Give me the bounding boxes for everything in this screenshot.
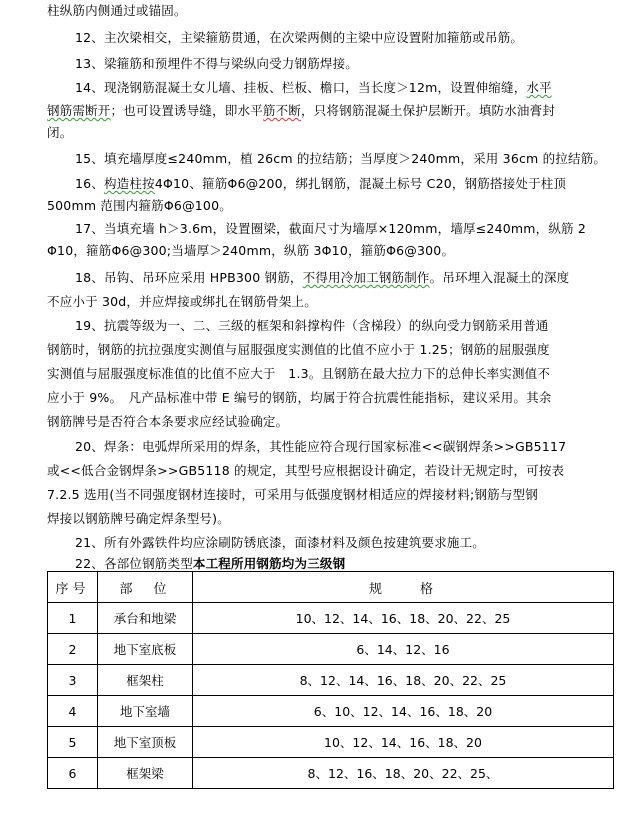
paragraph-13: 13、梁箍筋和预埋件不得与梁纵向受力钢筋焊接。 xyxy=(75,56,359,71)
paragraph-16-line-1: 16、构造柱按4Φ10、箍筋Φ6@200，绑扎钢筋，混凝土标号 C20，钢筋搭接处于柱顶 xyxy=(75,176,567,191)
table-row xyxy=(48,696,614,727)
paragraph-18-line-1: 18、吊钩、吊环应采用 HPB300 钢筋，不得用冷加工钢筋制作。吊环埋入混凝土的深度 xyxy=(75,270,570,285)
cell-spec: 10、12、14、16、18、20 xyxy=(193,727,614,758)
paragraph-19-line-5: 钢筋牌号是否符合本条要求应经试验确定。 xyxy=(47,414,289,429)
header-part: 部 位 xyxy=(98,572,193,603)
paragraph-16-line-2: 500mm 范围内箍筋Φ6@100。 xyxy=(47,198,232,213)
cell-no: 4 xyxy=(48,696,98,727)
cell-no: 5 xyxy=(48,727,98,758)
table-row xyxy=(48,727,614,758)
paragraph-19-line-2: 钢筋时，钢筋的抗拉强度实测值与屈服强度实测值的比值不应小于 1.25；钢筋的屈服强度 xyxy=(47,342,550,357)
paragraph-19-line-1: 19、抗震等级为一、二、三级的框架和斜撑构件（含梯段）的纵向受力钢筋采用普通 xyxy=(75,318,549,333)
paragraph-17-line-2: Φ10，箍筋Φ6@300;当墙厚＞240mm，纵筋 3Φ10，箍筋Φ6@300。 xyxy=(47,243,455,258)
paragraph-14-line-3: 闭。 xyxy=(47,125,73,140)
paragraph-19-line-3: 实测值与屈服强度标准值的比值不应大于 1.3。且钢筋在最大拉力下的总伸长率实测值不 xyxy=(47,366,551,381)
paragraph-14-line-2: 钢筋需断开；也可设置诱导缝，即水平筋不断，只将钢筋混凝土保护层断开。填防水油膏封 xyxy=(47,103,556,118)
rebar-spec-table xyxy=(47,571,614,789)
paragraph-15: 15、填充墙厚度≤240mm，植 26cm 的拉结筋；当厚度＞240mm，采用 36cm 的拉结筋。 xyxy=(75,151,607,166)
cell-part: 地下室墙 xyxy=(98,696,193,727)
header-no: 序号 xyxy=(48,572,98,603)
paragraph-17-line-1: 17、当填充墙 h＞3.6m，设置圈梁，截面尺寸为墙厚×120mm，墙厚≤240mm，纵筋 2 xyxy=(75,221,587,236)
cell-part: 地下室顶板 xyxy=(98,727,193,758)
paragraph-14-line-1: 14、现浇钢筋混凝土女儿墙、挂板、栏板、檐口，当长度＞12m，设置伸缩缝，水平 xyxy=(75,80,552,95)
cell-no: 6 xyxy=(48,758,98,789)
cell-no: 2 xyxy=(48,634,98,665)
cell-no: 3 xyxy=(48,665,98,696)
cell-spec: 6、10、12、14、16、18、20 xyxy=(193,696,614,727)
cell-spec: 10、12、14、16、18、20、22、25 xyxy=(193,603,614,634)
paragraph-20-line-4: 焊接以钢筋牌号确定焊条型号)。 xyxy=(47,511,230,526)
cell-spec: 6、14、12、16 xyxy=(193,634,614,665)
cell-part: 承台和地梁 xyxy=(98,603,193,634)
paragraph-20-line-1: 20、焊条：电弧焊所采用的焊条，其性能应符合现行国家标准<<碳钢焊条>>GB5117 xyxy=(75,439,567,454)
table-row xyxy=(48,665,614,696)
cell-spec: 8、12、14、16、18、20、22、25 xyxy=(193,665,614,696)
paragraph-text: 柱纵筋内侧通过或锚固。 xyxy=(47,3,187,18)
cell-part: 地下室底板 xyxy=(98,634,193,665)
paragraph-20-line-2: 或<<低合金钢焊条>>GB5118 的规定，其型号应根据设计确定，若设计无规定时，可按表 xyxy=(47,463,565,478)
paragraph-20-line-3: 7.2.5 选用(当不同强度钢材连接时，可采用与低强度钢材相适应的焊接材料;钢筋与型钢 xyxy=(47,487,538,502)
cell-part: 框架柱 xyxy=(98,665,193,696)
paragraph-21: 21、所有外露铁件均应涂刷防锈底漆，面漆材料及颜色按建筑要求施工。 xyxy=(75,535,486,550)
table-row xyxy=(48,758,614,789)
cell-part: 框架梁 xyxy=(98,758,193,789)
header-spec: 规 格 xyxy=(193,572,614,603)
paragraph-12: 12、主次梁相交，主梁箍筋贯通，在次梁两侧的主梁中应设置附加箍筋或吊筋。 xyxy=(75,30,524,45)
paragraph-22: 22、各部位钢筋类型本工程所用钢筋均为三级钢 xyxy=(75,556,346,571)
table-row xyxy=(48,634,614,665)
paragraph-18-line-2: 不应小于 30d，并应焊接或绑扎在钢筋骨架上。 xyxy=(47,294,317,309)
cell-no: 1 xyxy=(48,603,98,634)
cell-spec: 8、12、16、18、20、22、25、 xyxy=(193,758,614,789)
table-header-row xyxy=(48,572,614,603)
paragraph-19-line-4: 应小于 9%。 凡产品标准中带 E 编号的钢筋，均属于符合抗震性能指标，建议采用。其余 xyxy=(47,390,552,405)
table-row xyxy=(48,603,614,634)
